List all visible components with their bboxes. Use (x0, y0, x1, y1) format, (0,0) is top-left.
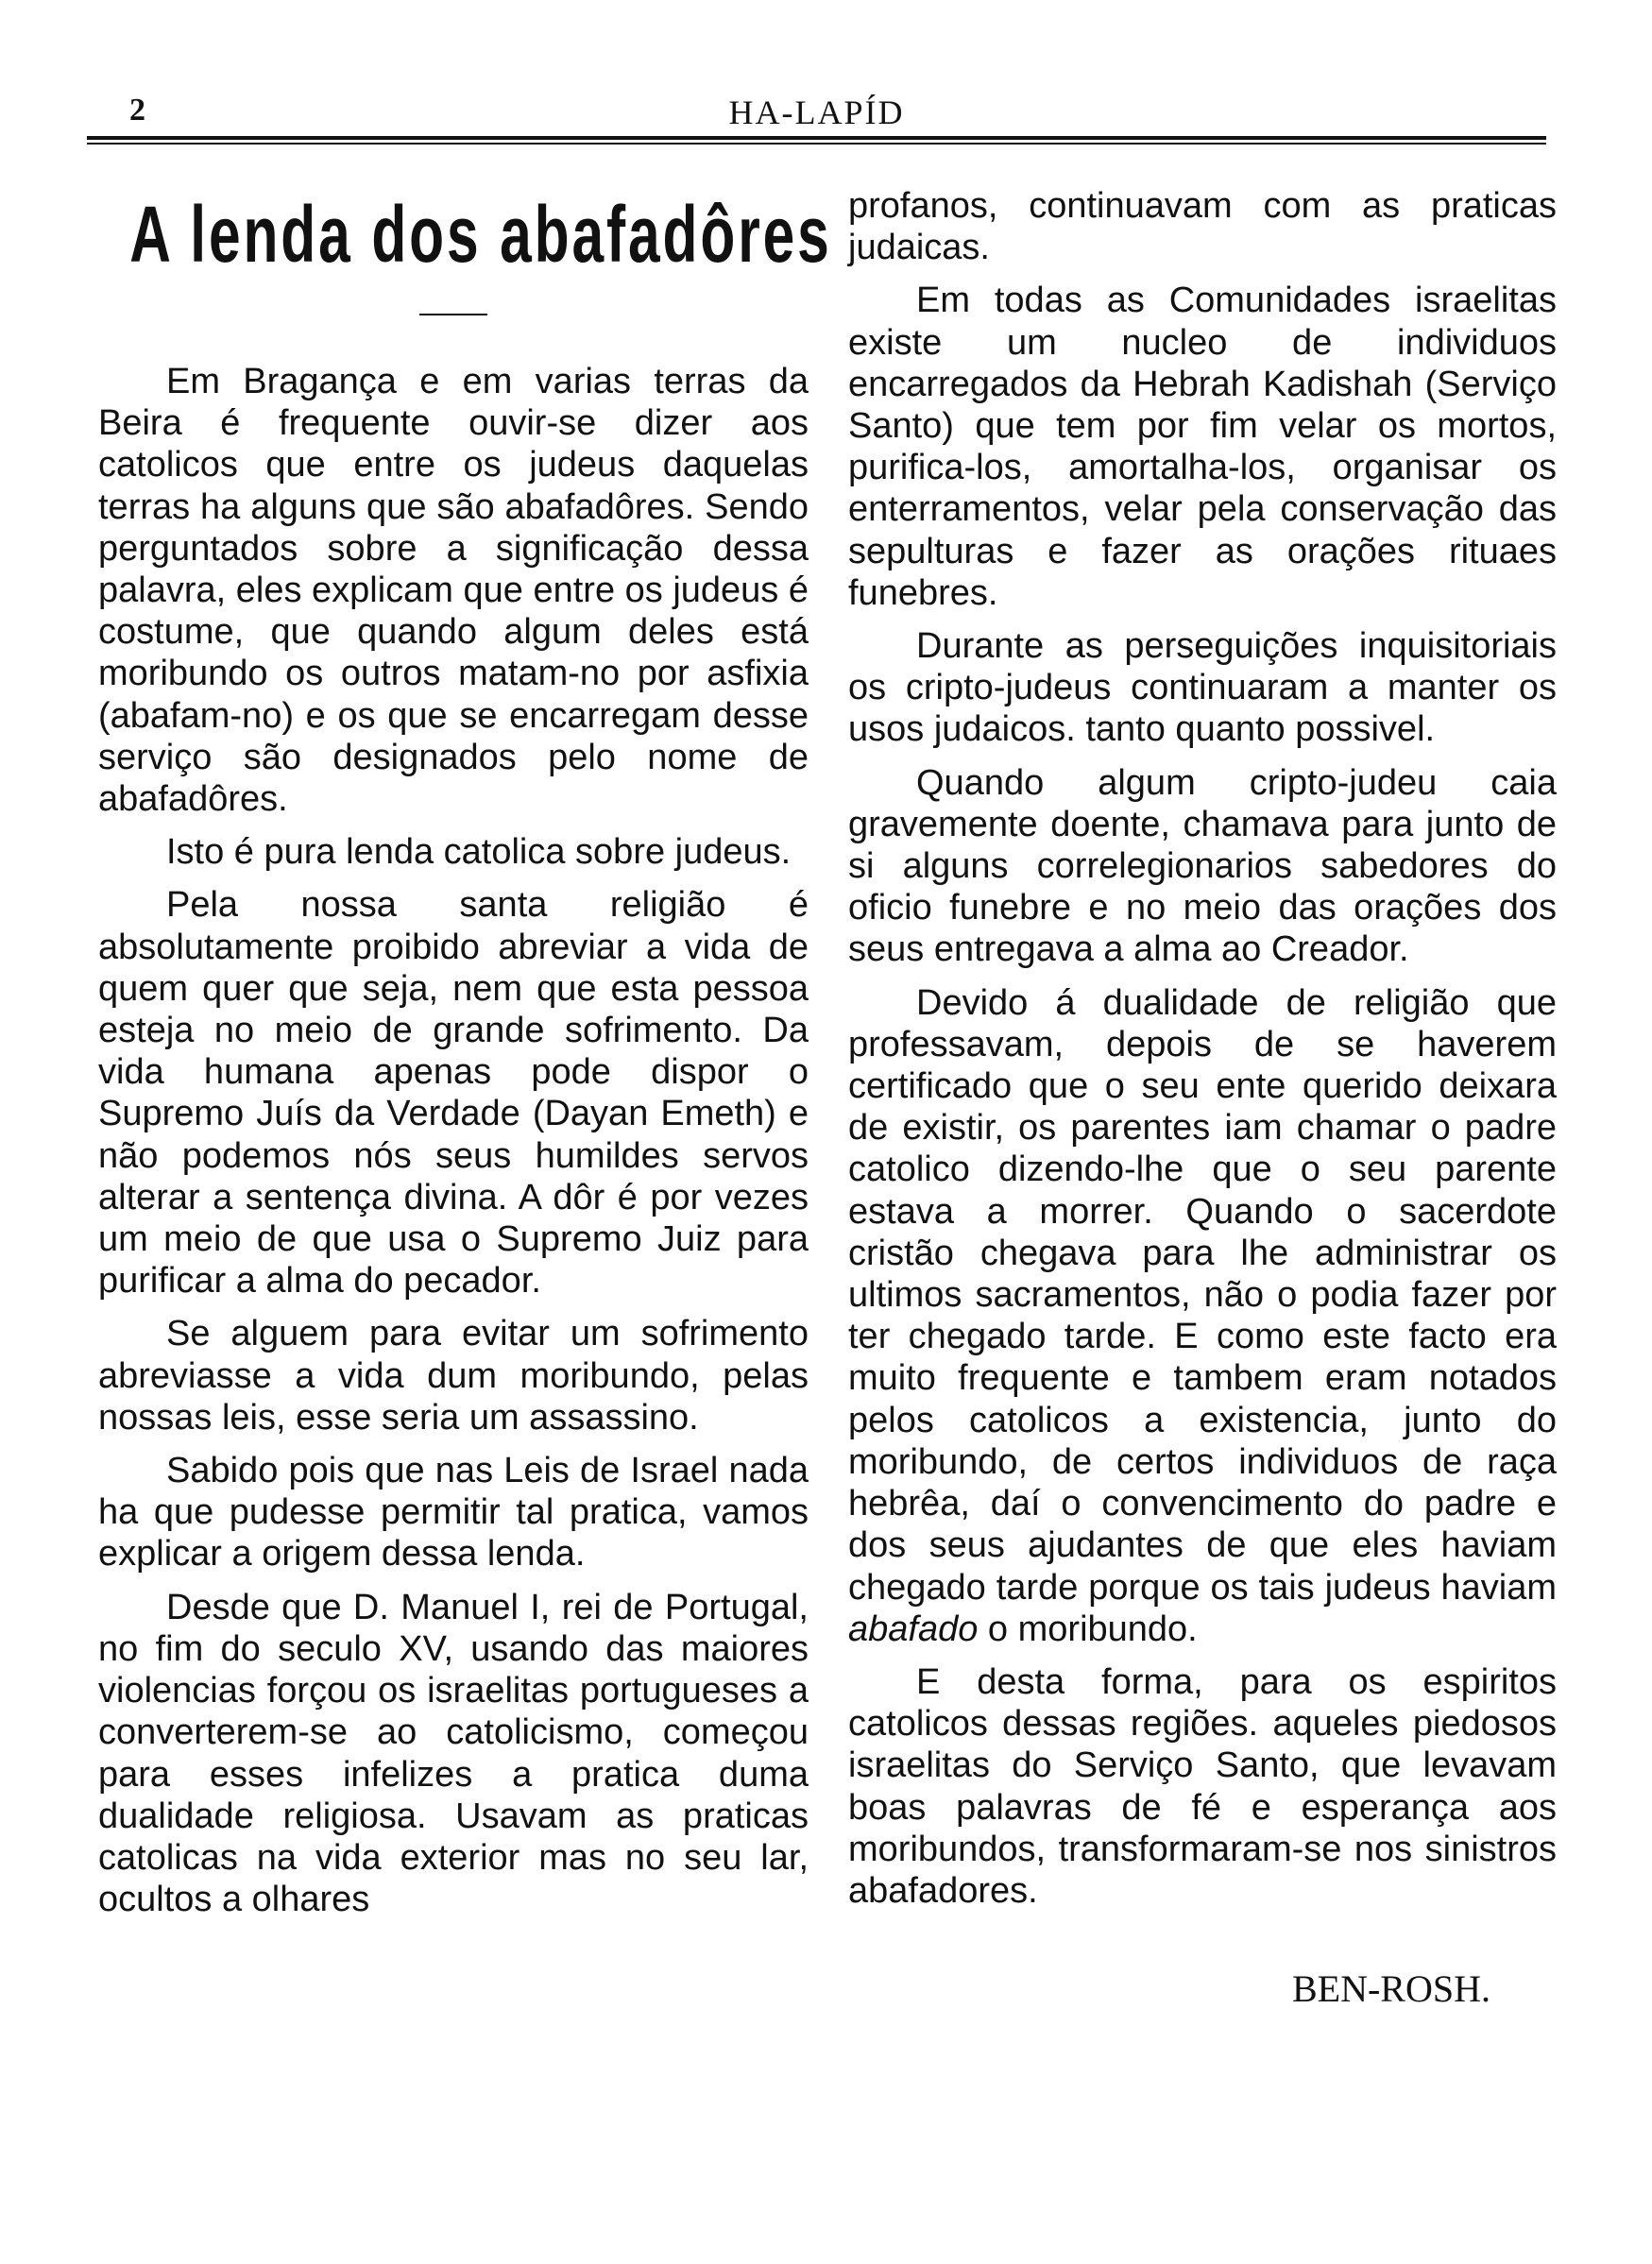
italic-word: abafado (848, 1609, 979, 1649)
paragraph-dualidade (848, 982, 1557, 1650)
page-header (87, 93, 1546, 145)
paragraph: E desta forma, para os espiritos catolicos dessas regiões. aqueles piedosos israelitas do Serviço Santo, que levavam boas palavras de fé e esperança aos moribundos, transformaram-se nos sinistros abafadores. (848, 1661, 1557, 1911)
paragraph: Desde que D. Manuel I, rei de Portugal, no fim do seculo XV, usando das maiores violencias forçou os israelitas portugueses a converterem-se ao catolicismo, começou para esses infelizes a pratica duma dualidade religiosa. Usavam as praticas catolicas na vida exterior mas no seu lar, ocultos a olhares (98, 1587, 809, 1920)
paragraph: Em todas as Comunidades israelitas existe um nucleo de individuos encarregados da Hebrah Kadishah (Serviço Santo) que tem por fim velar os mortos, purifica-los, amortalha-los, organisar os enterramentos, velar pela conservação das sepulturas e fazer as orações rituaes funebres. (848, 281, 1557, 613)
paragraph: Sabido pois que nas Leis de Israel nada ha que pudesse permitir tal pratica, vamos explicar a origem dessa lenda. (98, 1451, 809, 1575)
paragraph: Quando algum cripto-judeu caia gravemente doente, chamava para junto de si alguns correlegionarios sabedores do oficio funebre e no meio das orações dos seus entregava a alma ao Creador. (848, 762, 1557, 970)
right-column (848, 185, 1557, 2010)
paragraph: Isto é pura lenda catolica sobre judeus. (166, 832, 792, 873)
paragraph-text: o moribundo. (978, 1609, 1198, 1649)
paragraph: Durante as perseguições inquisitoriais os cripto-judeus continuaram a manter os usos judaicos. tanto quanto possivel. (848, 626, 1557, 750)
running-head: HA-LAPÍD (728, 94, 905, 131)
paragraph: Pela nossa santa religião é absolutamente proibido abreviar a vida de quem quer que seja, nem que esta pessoa esteja no meio de grande sofrimento. Da vida humana apenas pode dispor o Supremo Juís da Verdade (Dayan Emeth) e não podemos nós seus humildes servos alterar a sentença divina. A dôr é por vezes um meio de que usa o Supremo Juiz para purificar a alma do pecador. (98, 885, 809, 1302)
article-title: A lenda dos abafadôres (129, 190, 832, 279)
left-column (98, 176, 832, 1932)
paragraph-continuation: profanos, continuavam com as praticas judaicas. (848, 186, 1557, 268)
header-rule-thick (87, 136, 1546, 140)
header-rule-thin (87, 143, 1546, 145)
page-number: 2 (129, 93, 145, 128)
paragraph: Se alguem para evitar um sofrimento abreviasse a vida dum moribundo, pelas nossas leis, esse seria um assassino. (98, 1314, 809, 1438)
paragraph: Em Bragança e em varias terras da Beira é frequente ouvir-se dizer aos catolicos que entre os judeus daquelas terras ha alguns que são abafadôres. Sendo perguntados sobre a significação dessa palavra, eles explicam que entre os judeus é costume, que quando algum deles está moribundo os outros matam-no por asfixia (abafam-no) e os que se encarregam desse serviço são designados pelo nome de abafadôres. (98, 362, 809, 820)
author-signature: BEN-ROSH. (1291, 1967, 1490, 2011)
paragraph-text: Devido á dualidade de religião que professavam, depois de se haverem certificado que o seu ente querido deixara de existir, os parentes iam chamar o padre catolico dizendo-lhe que o seu parente estava a morrer. Quando o sacerdote cristão chegava para lhe administrar os ultimos sacramentos, não o podia fazer por ter chegado tarde. E como este facto era muito frequente e tambem eram notados pelos catolicos a existencia, junto do moribundo, de certos individuos de raça hebrêa, daí o convencimento do padre e dos seus ajudantes de que eles haviam chegado tarde porque os tais judeus haviam (848, 982, 1557, 1608)
title-divider (419, 314, 487, 315)
